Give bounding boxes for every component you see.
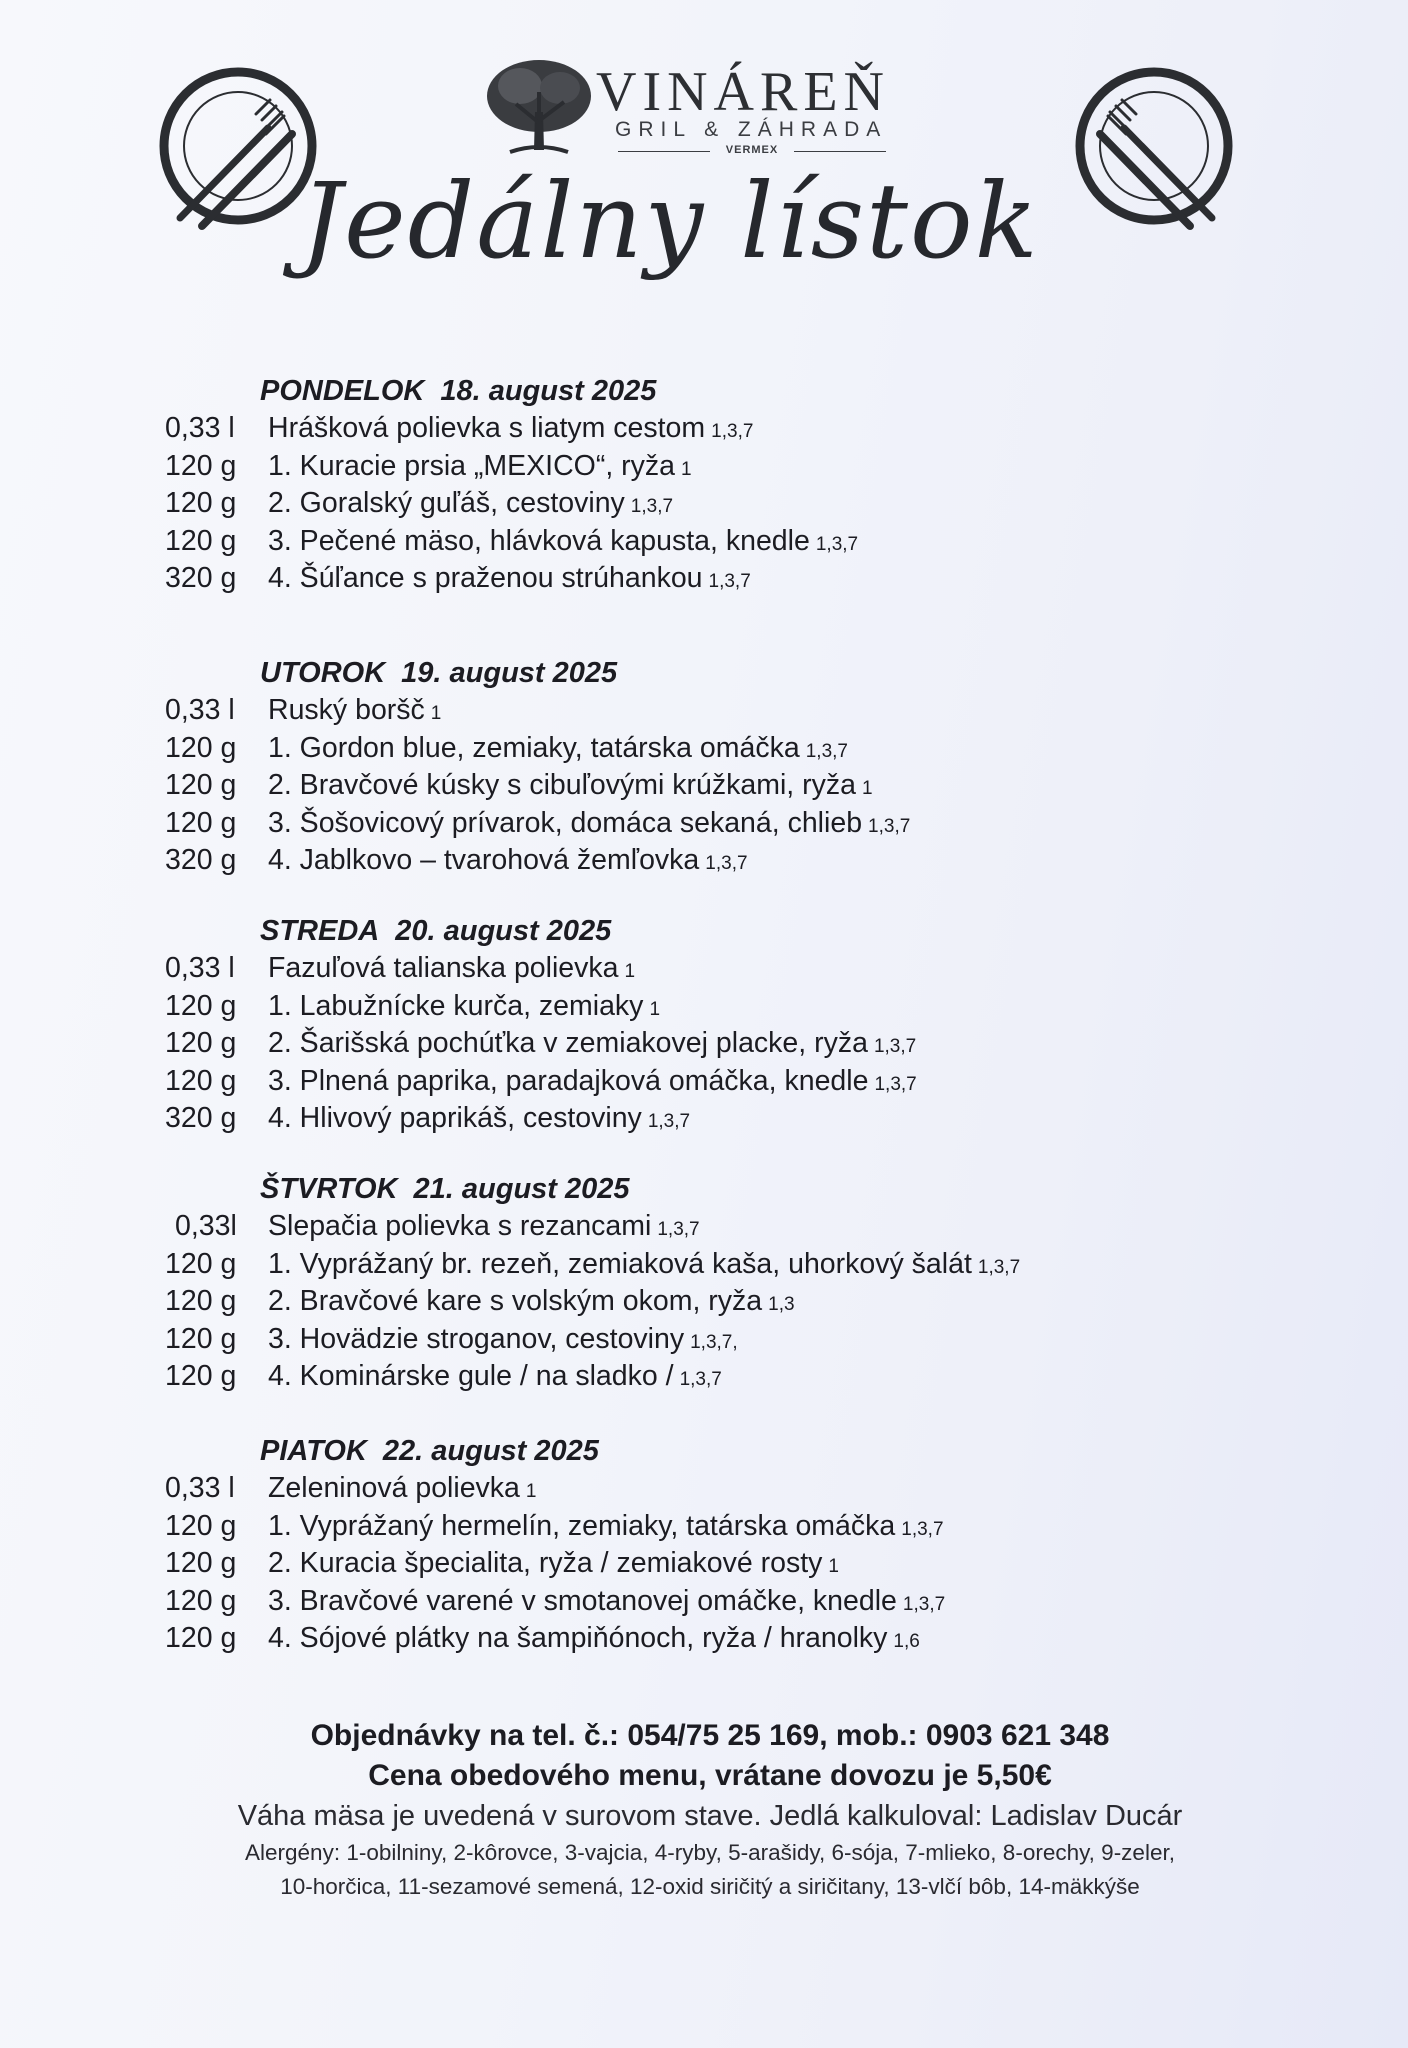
item-quantity: 120 g bbox=[165, 1622, 237, 1654]
menu-item bbox=[165, 805, 1165, 843]
item-dish: 1. Labužnícke kurča, zemiaky bbox=[268, 989, 644, 1022]
day-section-monday bbox=[165, 372, 1165, 598]
menu-item bbox=[165, 692, 1165, 730]
item-quantity: 0,33 l bbox=[165, 1472, 235, 1504]
item-dish: 1. Gordon blue, zemiaky, tatárska omáčka bbox=[268, 731, 800, 764]
item-allergens: 1 bbox=[430, 703, 442, 724]
weight-note: Váha mäsa je uvedená v surovom stave. Jedlá kalkuloval: Ladislav Ducár bbox=[237, 1800, 1183, 1832]
menu-item bbox=[165, 1063, 1165, 1101]
item-dish-wrap bbox=[268, 805, 910, 846]
day-name: STREDA bbox=[260, 915, 380, 947]
item-quantity: 0,33 l bbox=[165, 952, 235, 984]
item-dish-wrap bbox=[268, 485, 673, 526]
item-quantity: 120 g bbox=[165, 1509, 237, 1542]
allergens-line-1: Alergény: 1-obilniny, 2-kôrovce, 3-vajcia, 4-ryby, 5-arašidy, 6-sója, 7-mlieko, 8-orechy, 9-zeler, bbox=[245, 1840, 1175, 1865]
item-allergens: 1,3,7 bbox=[657, 1219, 700, 1240]
menu-item bbox=[165, 1246, 1165, 1284]
item-dish: Fazuľová talianska polievka bbox=[268, 952, 619, 984]
item-allergens: 1,3,7, bbox=[690, 1331, 738, 1353]
item-quantity: 320 g bbox=[165, 562, 237, 594]
item-quantity: 120 g bbox=[165, 1064, 237, 1097]
day-section-thursday bbox=[165, 1170, 1165, 1396]
item-quantity: 120 g bbox=[165, 769, 237, 801]
item-dish-wrap bbox=[268, 1470, 537, 1511]
item-dish: 3. Bravčové varené v smotanovej omáčke, knedle bbox=[268, 1584, 897, 1617]
item-allergens: 1,3,7 bbox=[647, 1111, 691, 1132]
item-allergens: 1 bbox=[828, 1556, 839, 1577]
item-dish-wrap bbox=[268, 1358, 722, 1399]
day-heading bbox=[260, 1170, 1165, 1208]
day-name: PONDELOK bbox=[260, 375, 425, 407]
item-dish: 2. Bravčové kare s volským okom, ryža bbox=[268, 1285, 763, 1317]
item-allergens: 1,3,7 bbox=[873, 1036, 917, 1057]
day-name: UTOROK bbox=[260, 657, 386, 689]
item-dish: Hrášková polievka s liatym cestom bbox=[268, 412, 706, 444]
day-section-wednesday bbox=[165, 912, 1165, 1138]
item-quantity: 120 g bbox=[165, 1247, 237, 1280]
menu-price: Cena obedového menu, vrátane dovozu je 5,50€ bbox=[368, 1759, 1052, 1792]
item-allergens: 1,3,7 bbox=[711, 421, 754, 442]
item-dish: 4. Jablkovo – tvarohová žemľovka bbox=[268, 844, 700, 876]
item-quantity: 0,33l bbox=[175, 1210, 237, 1242]
day-date: 19. august 2025 bbox=[401, 657, 618, 689]
item-allergens: 1,3,7 bbox=[630, 496, 674, 517]
item-allergens: 1,3,7 bbox=[902, 1593, 946, 1615]
item-dish: 4. Hlivový paprikáš, cestoviny bbox=[268, 1102, 642, 1134]
menu-item bbox=[165, 1583, 1165, 1621]
item-dish-wrap bbox=[268, 950, 635, 991]
item-dish-wrap bbox=[268, 1025, 916, 1066]
item-dish: 3. Šošovicový prívarok, domáca sekaná, chlieb bbox=[268, 806, 863, 839]
item-allergens: 1 bbox=[681, 458, 692, 480]
item-allergens: 1 bbox=[525, 1481, 537, 1502]
order-contact: Objednávky na tel. č.: 054/75 25 169, mob.: 0903 621 348 bbox=[310, 1719, 1110, 1752]
item-dish-wrap bbox=[268, 842, 748, 883]
item-dish: Slepačia polievka s rezancami bbox=[268, 1210, 652, 1242]
menu-item bbox=[165, 1620, 1165, 1658]
day-section-friday bbox=[165, 1432, 1165, 1658]
item-dish-wrap bbox=[268, 1283, 795, 1324]
item-dish-wrap bbox=[268, 1508, 944, 1549]
allergens-line-2: 10-horčica, 11-sezamové semená, 12-oxid siričitý a siričitany, 13-vlčí bôb, 14-mäkkýše bbox=[280, 1874, 1140, 1899]
day-date: 22. august 2025 bbox=[382, 1435, 599, 1467]
item-dish-wrap bbox=[268, 560, 751, 601]
menu-item bbox=[165, 560, 1165, 598]
brand-name: VINÁREŇ bbox=[596, 61, 890, 123]
plate-cutlery-right-icon bbox=[1066, 58, 1242, 234]
item-quantity: 320 g bbox=[165, 844, 237, 876]
menu-item bbox=[165, 1025, 1165, 1063]
item-allergens: 1,3,7 bbox=[901, 1518, 944, 1540]
item-dish-wrap bbox=[268, 1208, 700, 1249]
item-allergens: 1,3,7 bbox=[868, 815, 911, 837]
day-date: 20. august 2025 bbox=[395, 915, 612, 947]
menu-item bbox=[165, 767, 1165, 805]
day-name: ŠTVRTOK bbox=[260, 1173, 398, 1205]
item-quantity: 0,33 l bbox=[165, 412, 235, 444]
menu-item bbox=[165, 410, 1165, 448]
item-dish-wrap bbox=[268, 1100, 690, 1141]
menu-footer bbox=[110, 1716, 1310, 1904]
item-quantity: 120 g bbox=[165, 1027, 237, 1059]
brand-subtitle: GRIL & ZÁHRADA bbox=[615, 118, 888, 141]
item-quantity: 120 g bbox=[165, 1360, 237, 1392]
day-section-tuesday bbox=[165, 654, 1165, 880]
item-allergens: 1,3,7 bbox=[708, 571, 751, 592]
menu-item bbox=[165, 448, 1165, 486]
page-title: Jedálny lístok bbox=[300, 160, 1040, 282]
item-dish: 2. Goralský guľáš, cestoviny bbox=[268, 487, 625, 519]
day-name: PIATOK bbox=[260, 1435, 367, 1467]
item-quantity: 320 g bbox=[165, 1102, 237, 1134]
item-quantity: 120 g bbox=[165, 731, 237, 764]
menu-item bbox=[165, 1508, 1165, 1546]
item-allergens: 1,3,7 bbox=[679, 1369, 722, 1390]
item-dish-wrap bbox=[268, 692, 441, 733]
item-allergens: 1,3 bbox=[768, 1294, 795, 1315]
day-heading bbox=[260, 912, 1165, 950]
day-heading bbox=[260, 1432, 1165, 1470]
item-dish: 2. Bravčové kúsky s cibuľovými krúžkami, ryža bbox=[268, 769, 856, 801]
menu-item bbox=[165, 485, 1165, 523]
item-quantity: 120 g bbox=[165, 806, 237, 839]
brand-tag: VERMEX bbox=[618, 144, 886, 156]
item-dish: 4. Sójové plátky na šampiňónoch, ryža / hranolky bbox=[268, 1622, 888, 1654]
item-dish-wrap bbox=[268, 410, 753, 451]
item-dish-wrap bbox=[268, 1063, 917, 1104]
item-dish-wrap bbox=[268, 988, 660, 1029]
restaurant-logo bbox=[480, 52, 900, 172]
item-dish: 4. Kominárske gule / na sladko / bbox=[268, 1360, 674, 1392]
item-allergens: 1,3,7 bbox=[977, 1256, 1021, 1278]
menu-item bbox=[165, 1358, 1165, 1396]
item-dish: 3. Plnená paprika, paradajková omáčka, knedle bbox=[268, 1064, 869, 1097]
day-heading bbox=[260, 654, 1165, 692]
item-dish-wrap bbox=[268, 730, 848, 771]
item-dish: 2. Kuracia špecialita, ryža / zemiakové rosty bbox=[268, 1547, 823, 1579]
item-dish: 1. Vyprážaný hermelín, zemiaky, tatárska omáčka bbox=[268, 1509, 896, 1542]
item-dish-wrap bbox=[268, 767, 873, 808]
menu-item bbox=[165, 1100, 1165, 1138]
menu-item bbox=[165, 1470, 1165, 1508]
item-dish: 1. Kuracie prsia „MEXICO“, ryža bbox=[268, 449, 676, 482]
item-dish-wrap bbox=[268, 1321, 738, 1362]
item-allergens: 1 bbox=[861, 778, 873, 799]
item-dish: 2. Šarišská pochúťka v zemiakovej placke, ryža bbox=[268, 1027, 868, 1059]
item-allergens: 1 bbox=[624, 961, 636, 982]
item-quantity: 120 g bbox=[165, 1322, 237, 1355]
menu-item bbox=[165, 988, 1165, 1026]
menu-item bbox=[165, 523, 1165, 561]
item-quantity: 120 g bbox=[165, 524, 237, 557]
item-allergens: 1,3,7 bbox=[805, 740, 848, 762]
item-quantity: 120 g bbox=[165, 1547, 237, 1579]
item-dish-wrap bbox=[268, 1545, 839, 1586]
item-dish: 3. Hovädzie stroganov, cestoviny bbox=[268, 1322, 685, 1355]
day-date: 18. august 2025 bbox=[440, 375, 657, 407]
menu-item bbox=[165, 1321, 1165, 1359]
item-dish: Ruský boršč bbox=[268, 694, 425, 726]
day-date: 21. august 2025 bbox=[413, 1173, 630, 1205]
item-dish-wrap bbox=[268, 1583, 945, 1624]
item-dish: 4. Šúľance s praženou strúhankou bbox=[268, 562, 703, 594]
item-dish: 1. Vyprážaný br. rezeň, zemiaková kaša, uhorkový šalát bbox=[268, 1247, 972, 1280]
item-dish-wrap bbox=[268, 1246, 1020, 1287]
menu-item bbox=[165, 1208, 1165, 1246]
item-allergens: 1,3,7 bbox=[705, 853, 748, 874]
menu-item bbox=[165, 842, 1165, 880]
item-allergens: 1,3,7 bbox=[874, 1073, 917, 1095]
menu-item bbox=[165, 1545, 1165, 1583]
item-allergens: 1,3,7 bbox=[815, 533, 859, 555]
menu-item bbox=[165, 730, 1165, 768]
item-quantity: 120 g bbox=[165, 1584, 237, 1617]
item-quantity: 120 g bbox=[165, 989, 237, 1022]
item-allergens: 1,6 bbox=[893, 1631, 920, 1652]
item-quantity: 120 g bbox=[165, 1285, 237, 1317]
item-quantity: 120 g bbox=[165, 449, 237, 482]
menu-item bbox=[165, 1283, 1165, 1321]
item-quantity: 0,33 l bbox=[165, 694, 235, 726]
item-dish-wrap bbox=[268, 1620, 920, 1661]
menu-item bbox=[165, 950, 1165, 988]
item-dish: 3. Pečené mäso, hlávková kapusta, knedle bbox=[268, 524, 810, 557]
tree-logo-icon bbox=[480, 52, 598, 162]
item-dish-wrap bbox=[268, 448, 692, 489]
item-allergens: 1 bbox=[649, 998, 661, 1020]
item-quantity: 120 g bbox=[165, 487, 237, 519]
item-dish-wrap bbox=[268, 523, 858, 564]
day-heading bbox=[260, 372, 1165, 410]
item-dish: Zeleninová polievka bbox=[268, 1472, 520, 1504]
